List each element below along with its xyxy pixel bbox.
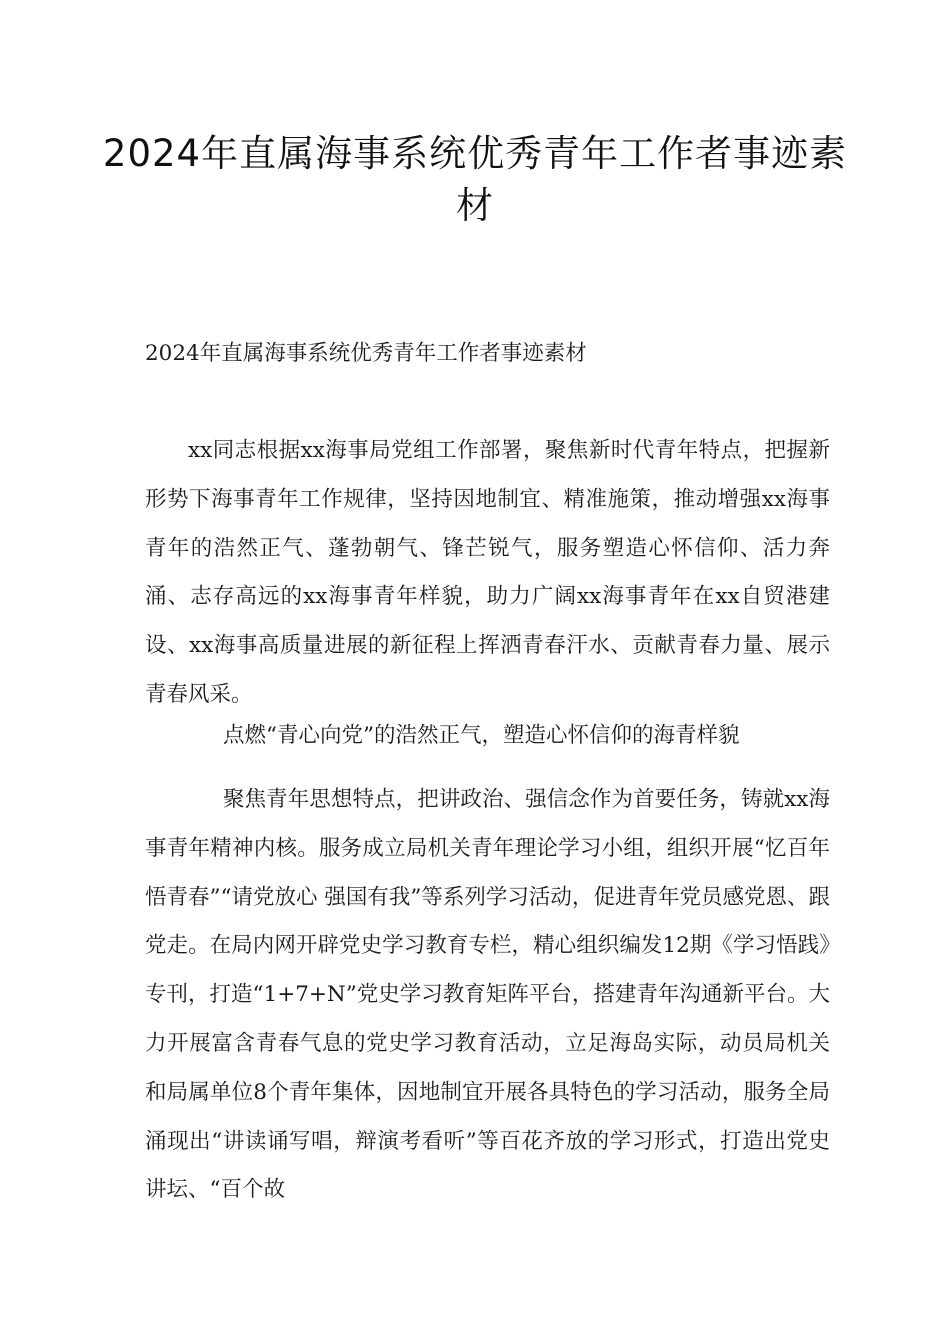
section-heading-1: 点燃“青心向党”的浩然正气，塑造心怀信仰的海青样貌 [223,723,740,748]
body-paragraph-2: 聚焦青年思想特点，把讲政治、强信念作为首要任务，铸就xx海事青年精神内核。服务成立局机关青年理论学习小组，组织开展“忆百年 悟青春”“请党放心 强国有我”等系列学习活动，促进青年党员感党恩、跟党走。在局内网开辟党史学习教育专栏，精心组织编发12期《学习悟践》专刊，打造“1+7+N”党史学习教育矩阵平台，搭建青年沟通新平台。大力开展富含青春气息的党史学习教育活动，立足海岛实际，动员局机关和局属单位8个青年集体，因地制宜开展各具特色的学习活动，服务全局涌现出“讲读诵写唱，辩演考看听”等百花齐放的学习形式，打造出党史讲坛、“百个故 [145,787,830,1203]
document-subtitle: 2024年直属海事系统优秀青年工作者事迹素材 [145,341,587,366]
document-title: 2024年直属海事系统优秀青年工作者事迹素材 [102,132,848,227]
body-paragraph-1: xx同志根据xx海事局党组工作部署，聚焦新时代青年特点，把握新形势下海事青年工作规律，坚持因地制宜、精准施策，推动增强xx海事青年的浩然正气、蓬勃朝气、锋芒锐气，服务塑造心怀信仰、活力奔涌、志存高远的xx海事青年样貌，助力广阔xx海事青年在xx自贸港建设、xx海事高质量进展的新征程上挥洒青春汗水、贡献青春力量、展示青春风采。 [145,438,830,707]
